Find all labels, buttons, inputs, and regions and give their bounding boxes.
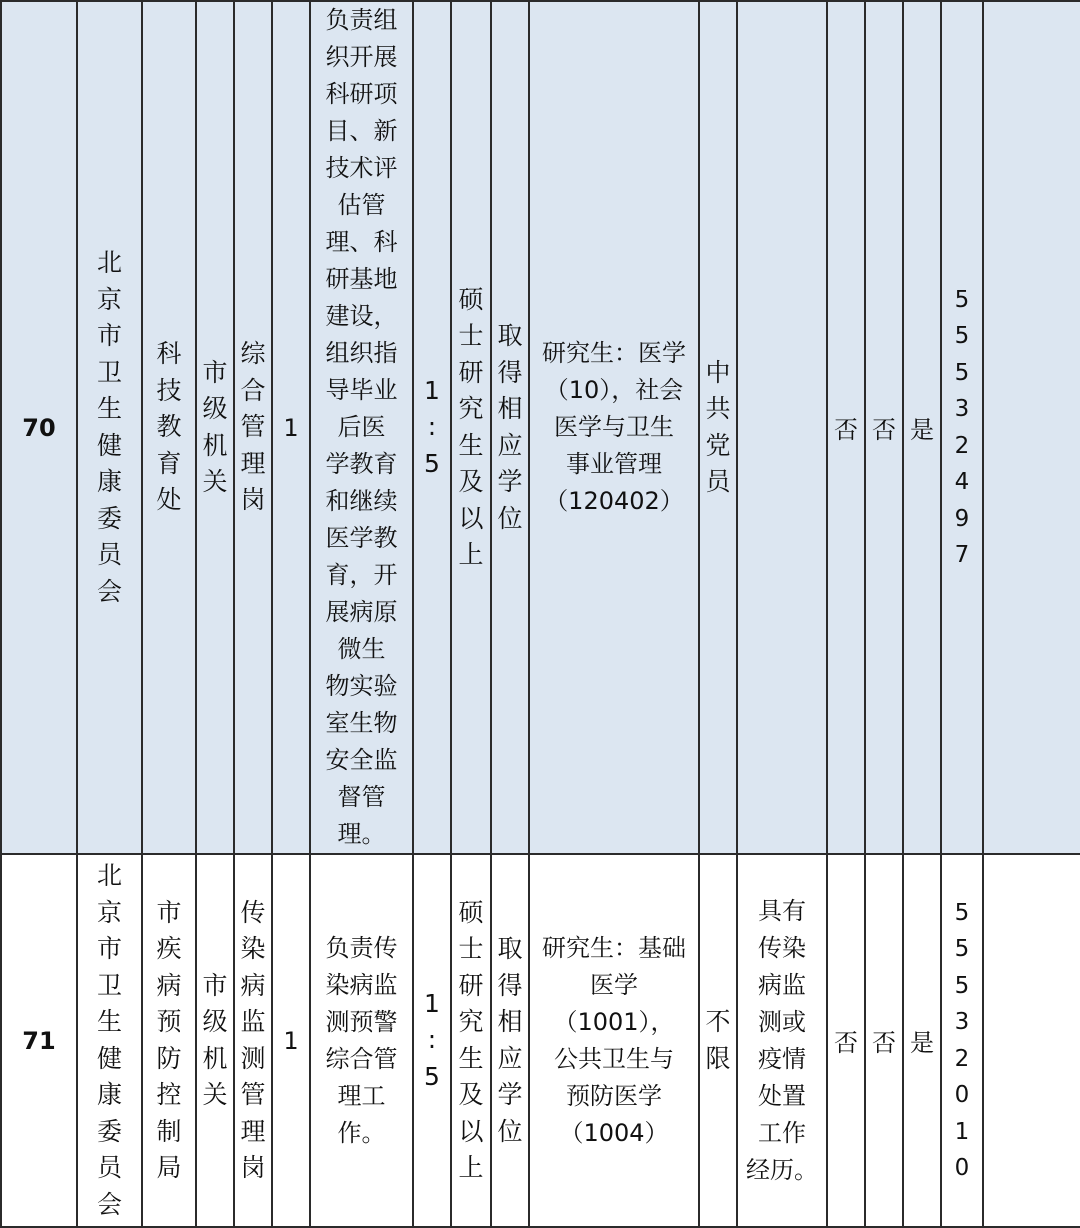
flag1-cell: 否 bbox=[827, 854, 865, 1227]
other-requirements-cell: 具有 传染 病监 测或 疫情 处置 工作 经历。 bbox=[737, 854, 827, 1227]
phone-cell: 5 5 5 3 2 4 9 7 bbox=[941, 1, 983, 854]
position-cell: 综 合 管 理 岗 bbox=[234, 1, 272, 854]
ratio-cell: 1 : 5 bbox=[413, 854, 451, 1227]
remark-cell bbox=[983, 854, 1080, 1227]
row-number: 71 bbox=[1, 854, 77, 1227]
flag3-cell: 是 bbox=[903, 1, 941, 854]
flag1-cell: 否 bbox=[827, 1, 865, 854]
department-cell: 北 京 市 卫 生 健 康 委 员 会 bbox=[77, 854, 142, 1227]
table-row bbox=[1, 1, 1080, 854]
count-cell: 1 bbox=[272, 854, 310, 1227]
position-cell: 传 染 病 监 测 管 理 岗 bbox=[234, 854, 272, 1227]
duty-cell: 负责组 织开展 科研项 目、新 技术评 估管 理、科 研基地 建设， 组织指 导毕业 后医 学教育 和继续 医学教 育，开 展病原 微生 物实验 室生物 安全监 督管 理。 bbox=[310, 1, 413, 854]
level-cell: 市 级 机 关 bbox=[196, 854, 234, 1227]
duty-cell: 负责传 染病监 测预警 综合管 理工 作。 bbox=[310, 854, 413, 1227]
level-cell: 市 级 机 关 bbox=[196, 1, 234, 854]
phone-cell: 5 5 5 3 2 0 1 0 bbox=[941, 854, 983, 1227]
remark-cell bbox=[983, 1, 1080, 854]
education-cell: 硕 士 研 究 生 及 以 上 bbox=[451, 854, 491, 1227]
degree-cell: 取 得 相 应 学 位 bbox=[491, 1, 529, 854]
major-cell: 研究生：医学 （10），社会 医学与卫生 事业管理 （120402） bbox=[529, 1, 699, 854]
politics-cell: 不 限 bbox=[699, 854, 737, 1227]
count-cell: 1 bbox=[272, 1, 310, 854]
education-cell: 硕 士 研 究 生 及 以 上 bbox=[451, 1, 491, 854]
degree-cell: 取 得 相 应 学 位 bbox=[491, 854, 529, 1227]
other-requirements-cell bbox=[737, 1, 827, 854]
row-number: 70 bbox=[1, 1, 77, 854]
unit-cell: 市 疾 病 预 防 控 制 局 bbox=[142, 854, 196, 1227]
flag3-cell: 是 bbox=[903, 854, 941, 1227]
unit-cell: 科 技 教 育 处 bbox=[142, 1, 196, 854]
table-row bbox=[1, 854, 1080, 1227]
department-cell: 北 京 市 卫 生 健 康 委 员 会 bbox=[77, 1, 142, 854]
politics-cell: 中 共 党 员 bbox=[699, 1, 737, 854]
major-cell: 研究生：基础 医学 （1001）， 公共卫生与 预防医学 （1004） bbox=[529, 854, 699, 1227]
flag2-cell: 否 bbox=[865, 854, 903, 1227]
ratio-cell: 1 : 5 bbox=[413, 1, 451, 854]
flag2-cell: 否 bbox=[865, 1, 903, 854]
